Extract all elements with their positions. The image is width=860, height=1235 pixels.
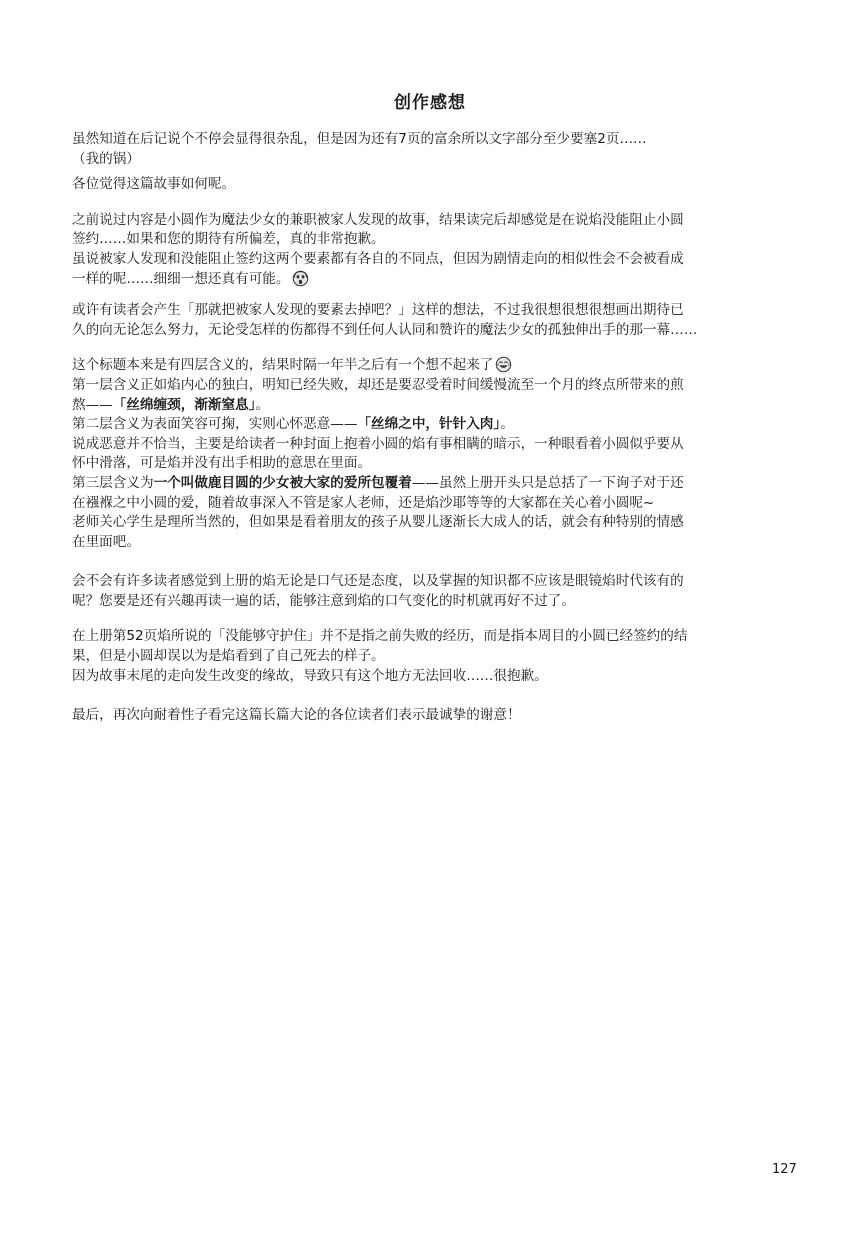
text-line: 在上册第52页焰所说的「没能够守护住」并不是指之前失败的经历，而是指本周目的小圆已经签约的结 — [72, 628, 688, 645]
text-line: 在襁褓之中小圆的爱，随着故事深入不管是家人老师，还是焰沙耶等等的大家都在关心着小圆呢~ — [72, 494, 655, 511]
text-line: 或许有读者会产生「那就把被家人发现的要素去掉吧？」这样的想法，不过我很想很想很想画出期待已 — [72, 302, 684, 319]
text-line: 虽然知道在后记说个不停会显得很杂乱，但是因为还有7页的富余所以文字部分至少要塞2页…… — [72, 131, 647, 147]
text-line: 会不会有许多读者感觉到上册的焰无论是口气还是态度，以及掌握的知识都不应该是眼镜焰时代该有的 — [72, 573, 684, 590]
text-line — [72, 474, 792, 494]
text-line — [72, 396, 792, 416]
text-line: 老师关心学生是理所当然的，但如果是看着朋友的孩子从婴儿逐渐长大成人的话，就会有种特别的情感 — [72, 514, 684, 531]
text-line: 久的向无论怎么努力，无论受怎样的伤都得不到任何人认同和赞许的魔法少女的孤独伸出手的那一幕…… — [72, 321, 698, 338]
text-line: 之前说过内容是小圆作为魔法少女的兼职被家人发现的故事，结果读完后却感觉是在说焰没能阻止小圆 — [72, 211, 684, 228]
page-title: 创作感想 — [394, 93, 466, 113]
text-line: 最后，再次向耐着性子看完这篇长篇大论的各位读者们表示最诚挚的谢意！ — [72, 707, 521, 724]
paragraph — [72, 627, 792, 686]
text-line: 说成恶意并不恰当，主要是给读者一种封面上抱着小圆的焰有事相瞒的暗示，一种眼看着小圆似乎要从 — [72, 435, 684, 452]
text-run: 第二层含义为表面笑容可掬，实则心怀恶意—— — [72, 416, 358, 433]
text-line — [72, 356, 792, 376]
text-line — [72, 415, 792, 435]
paragraph — [72, 211, 792, 289]
emphasis-text: 「丝绵之中，针针入肉」 — [357, 416, 501, 433]
text-line — [72, 270, 792, 290]
text-run: 第三层含义为 — [72, 474, 154, 491]
paragraph — [72, 301, 792, 340]
text-run: 这个标题本来是有四层含义的，结果时隔一年半之后有一个想不起来了 — [72, 357, 494, 374]
emphasis-text: 一个叫做鹿目圆的少女被大家的爱所包覆着 — [153, 474, 412, 491]
paragraph — [72, 572, 792, 611]
text-line: 呢？您要是还有兴趣再读一遍的话，能够注意到焰的口气变化的时机就再好不过了。 — [72, 592, 575, 609]
page-number: 127 — [772, 1162, 797, 1177]
text-line: 第一层含义正如焰内心的独白，明知已经失败，却还是要忍受着时间缓慢流至一个月的终点所带来的煎 — [72, 376, 684, 393]
text-line: 怀中滑落，可是焰并没有出手相助的意思在里面。 — [72, 455, 372, 472]
paragraph — [72, 706, 792, 726]
text-run: 熬—— — [72, 396, 113, 413]
text-run: 一样的呢……细细一想还真有可能。 — [72, 270, 290, 287]
text-line: 虽说被家人发现和没能阻止签约这两个要素都有各自的不同点，但因为剧情走向的相似性会不会被看成 — [72, 250, 684, 267]
text-run: ——虽然上册开头只是总括了一下询子对于还 — [411, 474, 684, 491]
text-line: （我的锅） — [72, 150, 140, 167]
paragraph — [72, 356, 792, 552]
text-line: 在里面吧。 — [72, 533, 140, 550]
text-line: 果，但是小圆却误以为是焰看到了自己死去的样子。 — [72, 648, 385, 665]
afterword-body — [72, 130, 792, 736]
text-line: 各位觉得这篇故事如何呢。 — [72, 176, 236, 193]
text-line: 因为故事末尾的走向发生改变的缘故，导致只有这个地方无法回收……很抱歉。 — [72, 667, 548, 684]
text-run: 。 — [500, 416, 514, 433]
emphasis-text: 「丝绵缠颈，渐渐窒息」 — [112, 396, 256, 413]
laughing-emoji-icon — [495, 356, 512, 373]
scream-emoji-icon — [292, 270, 309, 287]
paragraph — [72, 175, 792, 195]
paragraph — [72, 130, 792, 169]
text-line: 签约……如果和您的期待有所偏差，真的非常抱歉。 — [72, 231, 385, 248]
text-run: 。 — [255, 396, 270, 413]
